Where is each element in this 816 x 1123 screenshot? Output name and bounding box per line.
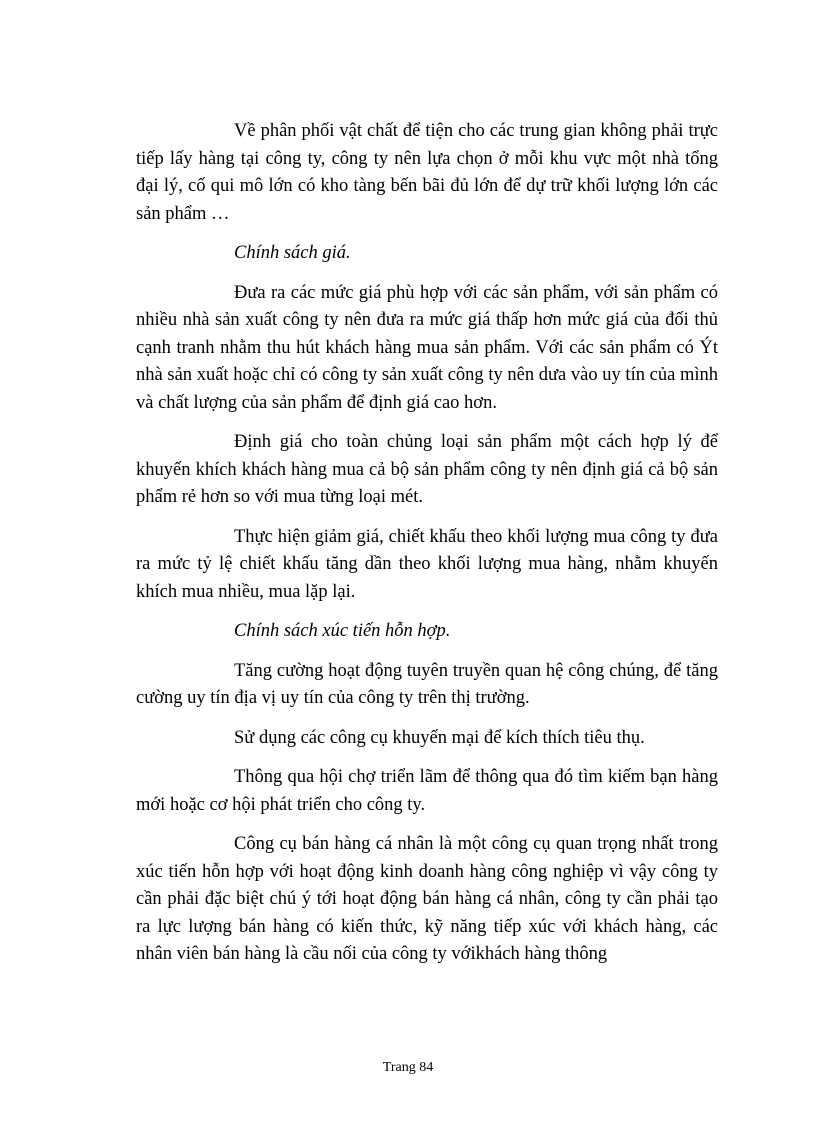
paragraph-product-line-pricing: Định giá cho toàn chủng loại sản phẩm một cách hợp lý để khuyến khích khách hàng mua cả bộ sản phẩm công ty nên định giá cả bộ sản phẩm rẻ hơn so với mua từng loại mét. <box>136 432 718 507</box>
page-number-footer: Trang 84 <box>382 1060 434 1075</box>
document-body <box>136 118 718 981</box>
heading-promotion-policy: Chính sách xúc tiến hỗn hợp. <box>234 621 451 641</box>
paragraph-pricing-levels: Đưa ra các mức giá phù hợp với các sản phẩm, với sản phẩm có nhiều nhà sản xuất công ty nên đưa ra mức giá thấp hơn mức giá của đối thủ cạnh tranh nhằm thu hút khách hàng mua sản phẩm. Với các sản phẩm có Ýt nhà sản xuất hoặc chỉ có công ty sản xuất công ty nên dưa vào uy tín của mình và chất lượng của sản phẩm để định giá cao hơn. <box>136 282 718 413</box>
heading-pricing-policy: Chính sách giá. <box>234 243 351 263</box>
paragraph-sales-promotion: Sử dụng các công cụ khuyến mại để kích thích tiêu thụ. <box>234 727 645 748</box>
paragraph-public-relations: Tăng cường hoạt động tuyên truyền quan hệ công chúng, để tăng cường uy tín địa vị uy tín của công ty trên thị trường. <box>136 660 718 708</box>
paragraph-trade-fairs: Thông qua hội chợ triển lãm để thông qua đó tìm kiếm bạn hàng mới hoặc cơ hội phát triển cho công ty. <box>136 767 718 815</box>
paragraph-discounts: Thực hiện giảm giá, chiết khấu theo khối lượng mua công ty đưa ra mức tỷ lệ chiết khấu tăng dần theo khối lượng mua hàng, nhằm khuyến khích mua nhiều, mua lặp lại. <box>136 526 718 602</box>
paragraph-personal-selling: Công cụ bán hàng cá nhân là một công cụ quan trọng nhất trong xúc tiến hỗn hợp với hoạt động kinh doanh hàng công nghiệp vì vậy công ty cần phải đặc biệt chú ý tới hoạt động bán hàng cá nhân, công ty cần phải tạo ra lực lượng bán hàng có kiến thức, kỹ năng tiếp xúc với khách hàng, các nhân viên bán hàng là cầu nối của công ty vớikhách hàng thông <box>136 834 718 964</box>
paragraph-physical-distribution: Về phân phối vật chất để tiện cho các trung gian không phải trực tiếp lấy hàng tại công ty, công ty nên lựa chọn ở mỗi khu vực một nhà tổng đại lý, cố qui mô lớn có kho tàng bến bãi đủ lớn để dự trữ khối lượng lớn các sản phẩm … <box>136 121 718 224</box>
